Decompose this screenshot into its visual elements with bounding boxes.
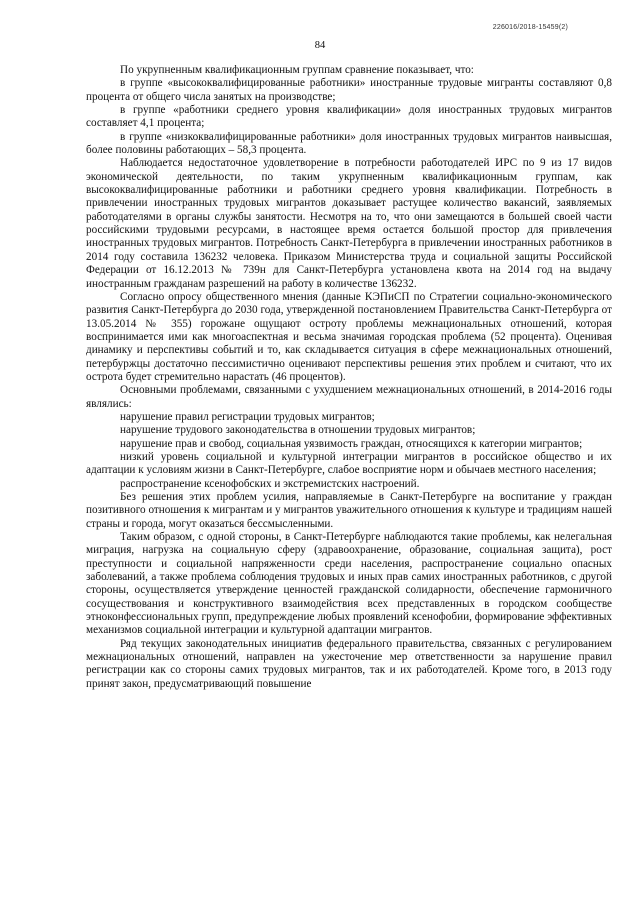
list-item-labor-law: нарушение трудового законодательства в отношении трудовых мигрантов; <box>120 424 476 437</box>
page-number: 84 <box>314 40 326 51</box>
document-id: 226016/2018-15459(2) <box>492 24 568 31</box>
list-item-integration: низкий уровень социальной и культурной интеграции мигрантов в российское общество и их адаптации к условиям жизни в Санкт-Петербурге, слабое восприятие норм и обычаев местного населения; <box>86 450 612 477</box>
list-item-xenophobia: распространение ксенофобских и экстремистских настроений. <box>120 477 420 490</box>
list-item-rights: нарушение прав и свобод, социальная уязвимость граждан, относящихся к категории мигрантов; <box>120 437 583 450</box>
paragraph-problems-intro: Основными проблемами, связанными с ухудшением межнациональных отношений, в 2014-2016 годы являлись: <box>86 384 612 410</box>
paragraph-low-skilled: в группе «низкоквалифицированные работники» доля иностранных трудовых мигрантов наивысшая, более половины работающих – 58,3 процента. <box>86 130 612 157</box>
paragraph-mid-skilled: в группе «работники среднего уровня квалификации» доля иностранных трудовых мигрантов составляет 4,1 процента; <box>86 104 612 130</box>
page-body <box>86 64 612 691</box>
paragraph-intro: По укрупненным квалификационным группам сравнение показывает, что: <box>120 64 474 76</box>
paragraph-demand: Наблюдается недостаточное удовлетворение в потребности работодателей ИРС по 9 из 17 видов экономической деятельности, по таким укрупненным квалификационным группам, как высококвалифицированные работники и работники среднего уровня квалификации. Потребность в привлечении иностранных трудовых мигрантов доказывает растущее количество вакансий, заявляемых работодателями в органы службы занятости. Несмотря на то, что они замещаются в большей своей части российскими трудовыми ресурсами, в настоящее время остается большой простор для привлечения иностранных трудовых мигрантов. Потребность Санкт-Петербурга в привлечении иностранных работников в 2014 году составила 136232 человека. Приказом Министерства труда и социальной защиты Российской Федерации от 16.12.2013 № 739н для Санкт-Петербурга установлена квота на 2014 год на выдачу иностранным гражданам разрешений на работу в количестве 136232. <box>86 157 612 290</box>
paragraph-summary: Таким образом, с одной стороны, в Санкт-Петербурге наблюдаются такие проблемы, как нелегальная миграция, нагрузка на социальную сферу (здравоохранение, образование, социальная защита), рост преступности и социальной напряженности среди населения, распространение социально опасных заболеваний, а также проблема соблюдения трудовых и иных прав самих иностранных работников, с другой стороны, осуществляется утверждение ценностей гражданской солидарности, обеспечение гармоничного сосуществования и конструктивного взаимодействия всех представленных в городском сообществе этноконфессиональных групп, предупреждение любых проявлений ксенофобии, формирование эффективных механизмов социальной интеграции и культурной адаптации мигрантов. <box>86 531 612 637</box>
paragraph-high-skilled: в группе «высококвалифицированные работники» иностранные трудовые мигранты составляют 0,8 процента от общего числа занятых на производстве; <box>86 77 612 103</box>
paragraph-survey: Согласно опросу общественного мнения (данные КЭПиСП по Стратегии социально-экономического развития Санкт-Петербурга до 2030 года, утвержденной постановлением Правительства Санкт-Петербурга от 13.05.2014 № 355) горожане ощущают остроту проблемы межнациональных отношений, которая воспринимается ими как многоаспектная и весьма значимая городская проблема (52 процента). Оценивая динамику и перспективы событий и то, как складывается ситуация в сфере межнациональных отношений, петербуржцы достаточно пессимистично оценивают перспективы решения этих проблем и считают, что их острота будет стремительно нарастать (46 процентов). <box>86 290 612 383</box>
paragraph-legislation: Ряд текущих законодательных инициатив федерального правительства, связанных с регулированием межнациональных отношений, направлен на ужесточение мер ответственности за нарушение правил регистрации как со стороны самих трудовых мигрантов, так и их работодателей. Кроме того, в 2013 году принят закон, предусматривающий повышение <box>86 637 612 690</box>
paragraph-without-solution: Без решения этих проблем усилия, направляемые в Санкт-Петербурге на воспитание у граждан позитивного отношения к мигрантам и у мигрантов уважительного отношения к культуре и традициям нашей страны и города, могут оказаться бессмысленными. <box>86 491 612 530</box>
list-item-registration: нарушение правил регистрации трудовых мигрантов; <box>120 410 375 423</box>
